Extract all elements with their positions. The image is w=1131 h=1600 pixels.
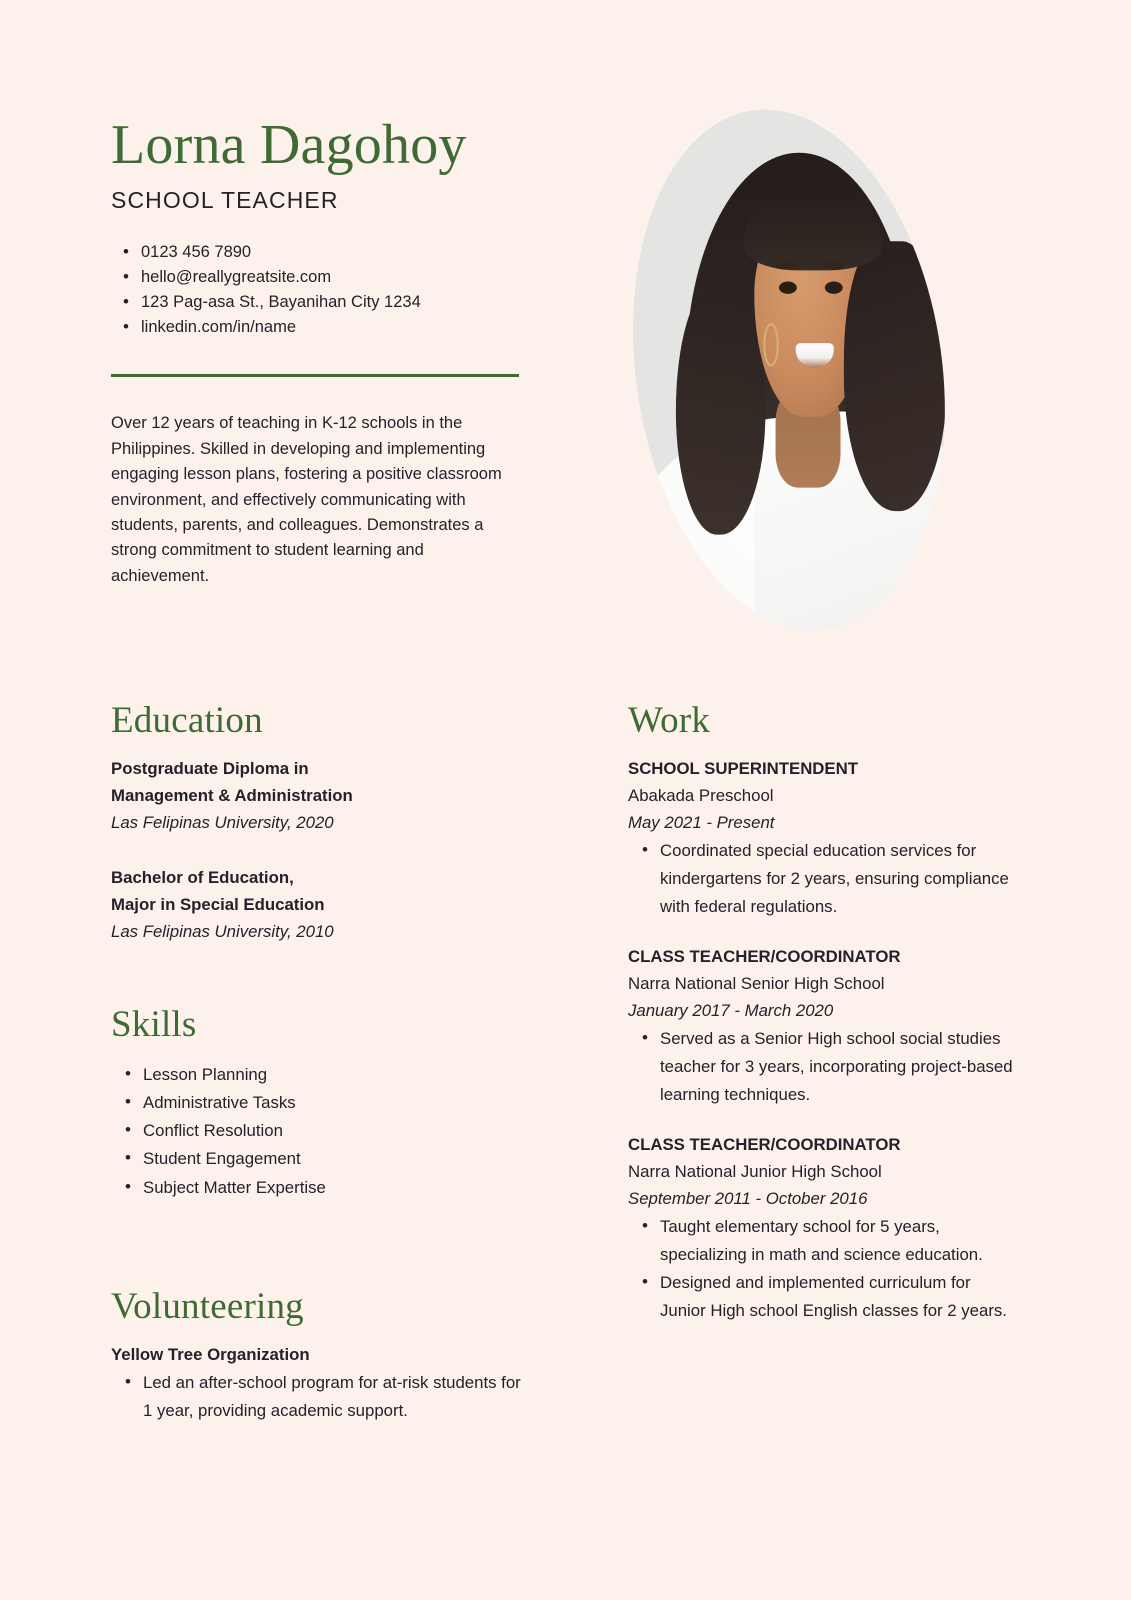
- page-title: Lorna Dagohoy: [111, 114, 467, 176]
- work-employer: Narra National Junior High School: [628, 1161, 882, 1181]
- work-entry: [628, 755, 1020, 921]
- list-item: • Conflict Resolution: [111, 1117, 523, 1145]
- contact-item-address: • 123 Pag-asa St., Bayanihan City 1234: [111, 290, 523, 315]
- education-degree-line: Bachelor of Education,: [111, 867, 294, 887]
- work-section: [628, 702, 1020, 1325]
- list-item: • Served as a Senior High school social studies teacher for 3 years, incorporating project-based learning techniques.: [628, 1025, 1020, 1109]
- education-heading: Education: [111, 700, 263, 741]
- education-school: Las Felipinas University, 2010: [111, 921, 334, 941]
- contact-item-linkedin[interactable]: • linkedin.com/in/name: [111, 315, 523, 340]
- work-bullets: [628, 1213, 1020, 1325]
- work-dates: January 2017 - March 2020: [628, 1000, 834, 1020]
- work-bullets: [628, 837, 1020, 921]
- contact-item-email[interactable]: • hello@reallygreatsite.com: [111, 265, 523, 290]
- skills-section: [111, 1006, 523, 1202]
- work-entry: [628, 1131, 1020, 1325]
- list-item: • Subject Matter Expertise: [111, 1174, 523, 1202]
- skills-list: [111, 1061, 523, 1202]
- work-heading: Work: [628, 700, 711, 741]
- contact-list: [111, 240, 523, 340]
- education-degree-line: Management & Administration: [111, 785, 353, 805]
- portrait-earring: [763, 323, 779, 366]
- education-degree-line: Major in Special Education: [111, 894, 325, 914]
- job-role-subtitle: SCHOOL TEACHER: [111, 187, 339, 214]
- work-position: SCHOOL SUPERINTENDENT: [628, 758, 858, 778]
- volunteering-heading: Volunteering: [111, 1286, 304, 1327]
- education-section: [111, 702, 523, 945]
- list-item: • Led an after-school program for at-risk students for 1 year, providing academic support.: [111, 1369, 523, 1425]
- education-school: Las Felipinas University, 2020: [111, 812, 334, 832]
- work-position: CLASS TEACHER/COORDINATOR: [628, 946, 901, 966]
- header-divider: [111, 374, 519, 377]
- work-bullets: [628, 1025, 1020, 1109]
- volunteering-section: [111, 1288, 523, 1425]
- contact-item-phone[interactable]: • 0123 456 7890: [111, 240, 523, 265]
- list-item: • Taught elementary school for 5 years, specializing in math and science education.: [628, 1213, 1020, 1269]
- list-item: • Lesson Planning: [111, 1061, 523, 1089]
- work-employer: Abakada Preschool: [628, 785, 774, 805]
- volunteering-bullets: [111, 1369, 523, 1425]
- education-degree-line: Postgraduate Diploma in: [111, 758, 309, 778]
- list-item: • Coordinated special education services for kindergartens for 2 years, ensuring compliance with federal regulations.: [628, 837, 1020, 921]
- portrait-photo-image: [618, 89, 961, 650]
- work-dates: September 2011 - October 2016: [628, 1188, 868, 1208]
- header-block: [111, 0, 523, 589]
- profile-summary: Over 12 years of teaching in K-12 schools in the Philippines. Skilled in developing and implementing engaging lesson plans, fostering a positive classroom environment, and effectively communicating with students, parents, and colleagues. Demonstrates a strong commitment to student learning and achievement.: [111, 414, 502, 585]
- work-dates: May 2021 - Present: [628, 812, 775, 832]
- work-position: CLASS TEACHER/COORDINATOR: [628, 1134, 901, 1154]
- portrait-hair-right: [844, 241, 947, 511]
- list-item: • Administrative Tasks: [111, 1089, 523, 1117]
- volunteering-entry: [111, 1341, 523, 1425]
- portrait-photo: [601, 89, 977, 650]
- list-item: • Student Engagement: [111, 1145, 523, 1173]
- work-entry: [628, 943, 1020, 1109]
- education-entry: [111, 864, 523, 945]
- work-employer: Narra National Senior High School: [628, 973, 885, 993]
- portrait-hair-left: [676, 288, 765, 534]
- list-item: • Designed and implemented curriculum for Junior High school English classes for 2 years.: [628, 1269, 1020, 1325]
- volunteering-organization: Yellow Tree Organization: [111, 1344, 310, 1364]
- skills-heading: Skills: [111, 1004, 197, 1045]
- education-entry: [111, 755, 523, 836]
